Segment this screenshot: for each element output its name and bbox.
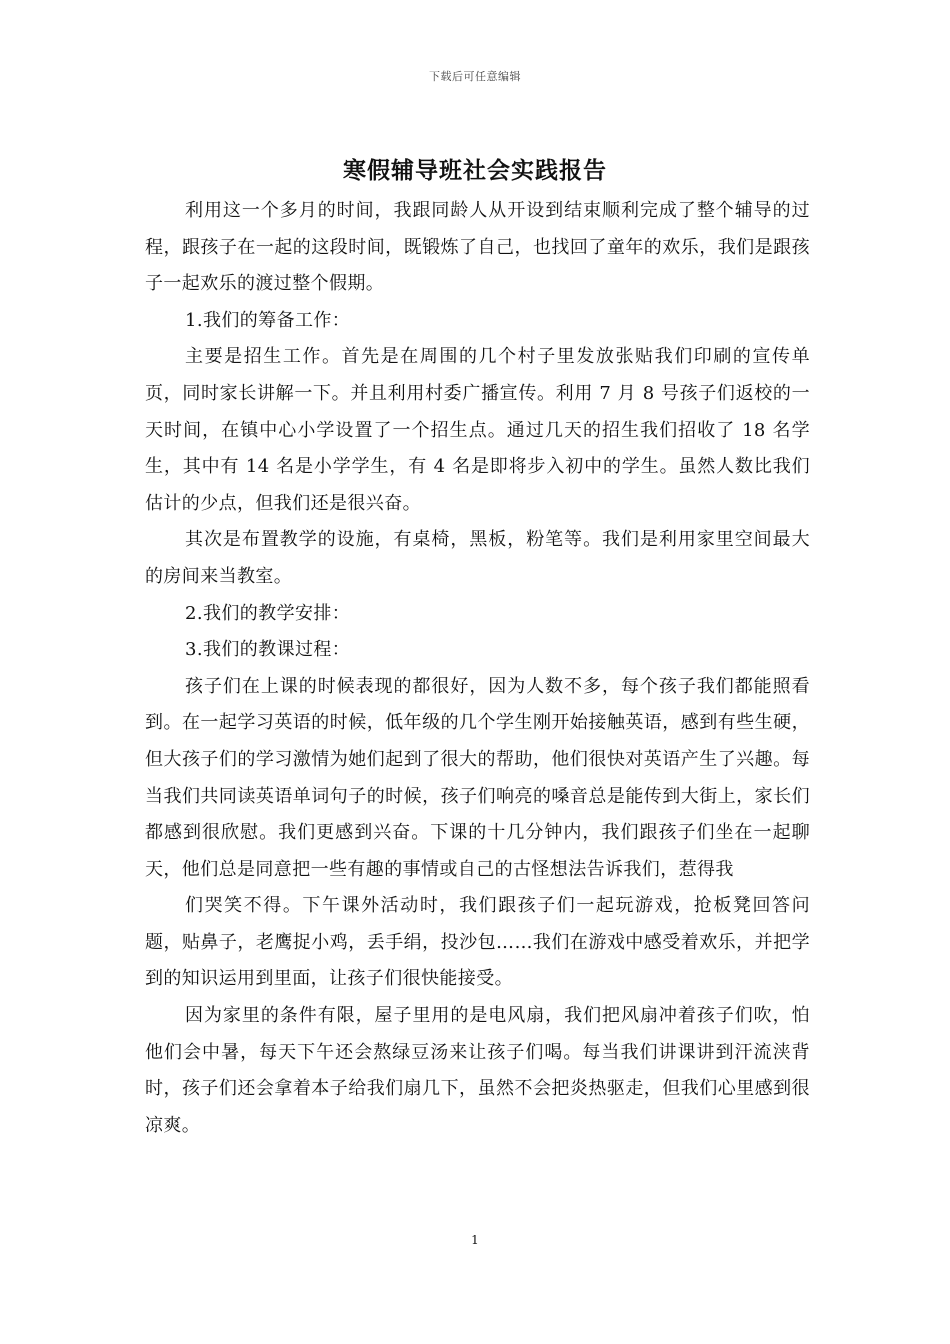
page-number: 1 — [471, 1233, 479, 1247]
paragraph-classroom: 孩子们在上课的时候表现的都很好，因为人数不多，每个孩子我们都能照看到。在一起学习英语的时候，低年级的几个学生刚开始接触英语，感到有些生硬，但大孩子们的学习激情为她们起到了很大的帮助，他们很快对英语产生了兴趣。每当我们共同读英语单词句子的时候，孩子们响亮的嗓音总是能传到大街上，家长们都感到很欣慰。我们更感到兴奋。下课的十几分钟内，我们跟孩子们坐在一起聊天，他们总是同意把一些有趣的事情或自己的古怪想法告诉我们，惹得我 — [145, 675, 810, 880]
paragraph-enrollment: 主要是招生工作。首先是在周围的几个村子里发放张贴我们印刷的宣传单页，同时家长讲解一下。并且利用村委广播宣传。利用 7 月 8 号孩子们返校的一天时间，在镇中心小学设置了一个招生点。通过几天的招生我们招收了 18 名学生，其中有 14 名是小学学生，有 4 名是即将步入初中的学生。虽然人数比我们估计的少点，但我们还是很兴奋。 — [145, 346, 810, 514]
paragraph-intro: 利用这一个多月的时间，我跟同龄人从开设到结束顺利完成了整个辅导的过程，跟孩子在一起的这段时间，既锻炼了自己，也找回了童年的欢乐，我们是跟孩子一起欢乐的渡过整个假期。 — [145, 200, 810, 295]
document-title: 寒假辅导班社会实践报告 — [343, 157, 607, 184]
page-header: 下载后可任意编辑 — [429, 70, 521, 83]
document-body — [145, 193, 810, 1144]
paragraph-activities: 们哭笑不得。下午课外活动时，我们跟孩子们一起玩游戏，抢板凳回答问题，贴鼻子，老鹰捉小鸡，丢手绢，投沙包……我们在游戏中感受着欢乐，并把学到的知识运用到里面，让孩子们很快能接受。 — [145, 895, 810, 990]
section-heading-preparation: 1.我们的筹备工作： — [185, 309, 351, 331]
paragraph-conditions: 因为家里的条件有限，屋子里用的是电风扇，我们把风扇冲着孩子们吹，怕他们会中暑，每天下午还会熬绿豆汤来让孩子们喝。每当我们讲课讲到汗流浃背时，孩子们还会拿着本子给我们扇几下，虽然不会把炎热驱走，但我们心里感到很凉爽。 — [145, 1005, 810, 1136]
section-heading-schedule: 2.我们的教学安排： — [185, 602, 351, 624]
section-heading-teaching: 3.我们的教课过程： — [185, 639, 351, 661]
paragraph-facilities: 其次是布置教学的设施，有桌椅，黑板，粉笔等。我们是利用家里空间最大的房间来当教室。 — [145, 529, 810, 587]
